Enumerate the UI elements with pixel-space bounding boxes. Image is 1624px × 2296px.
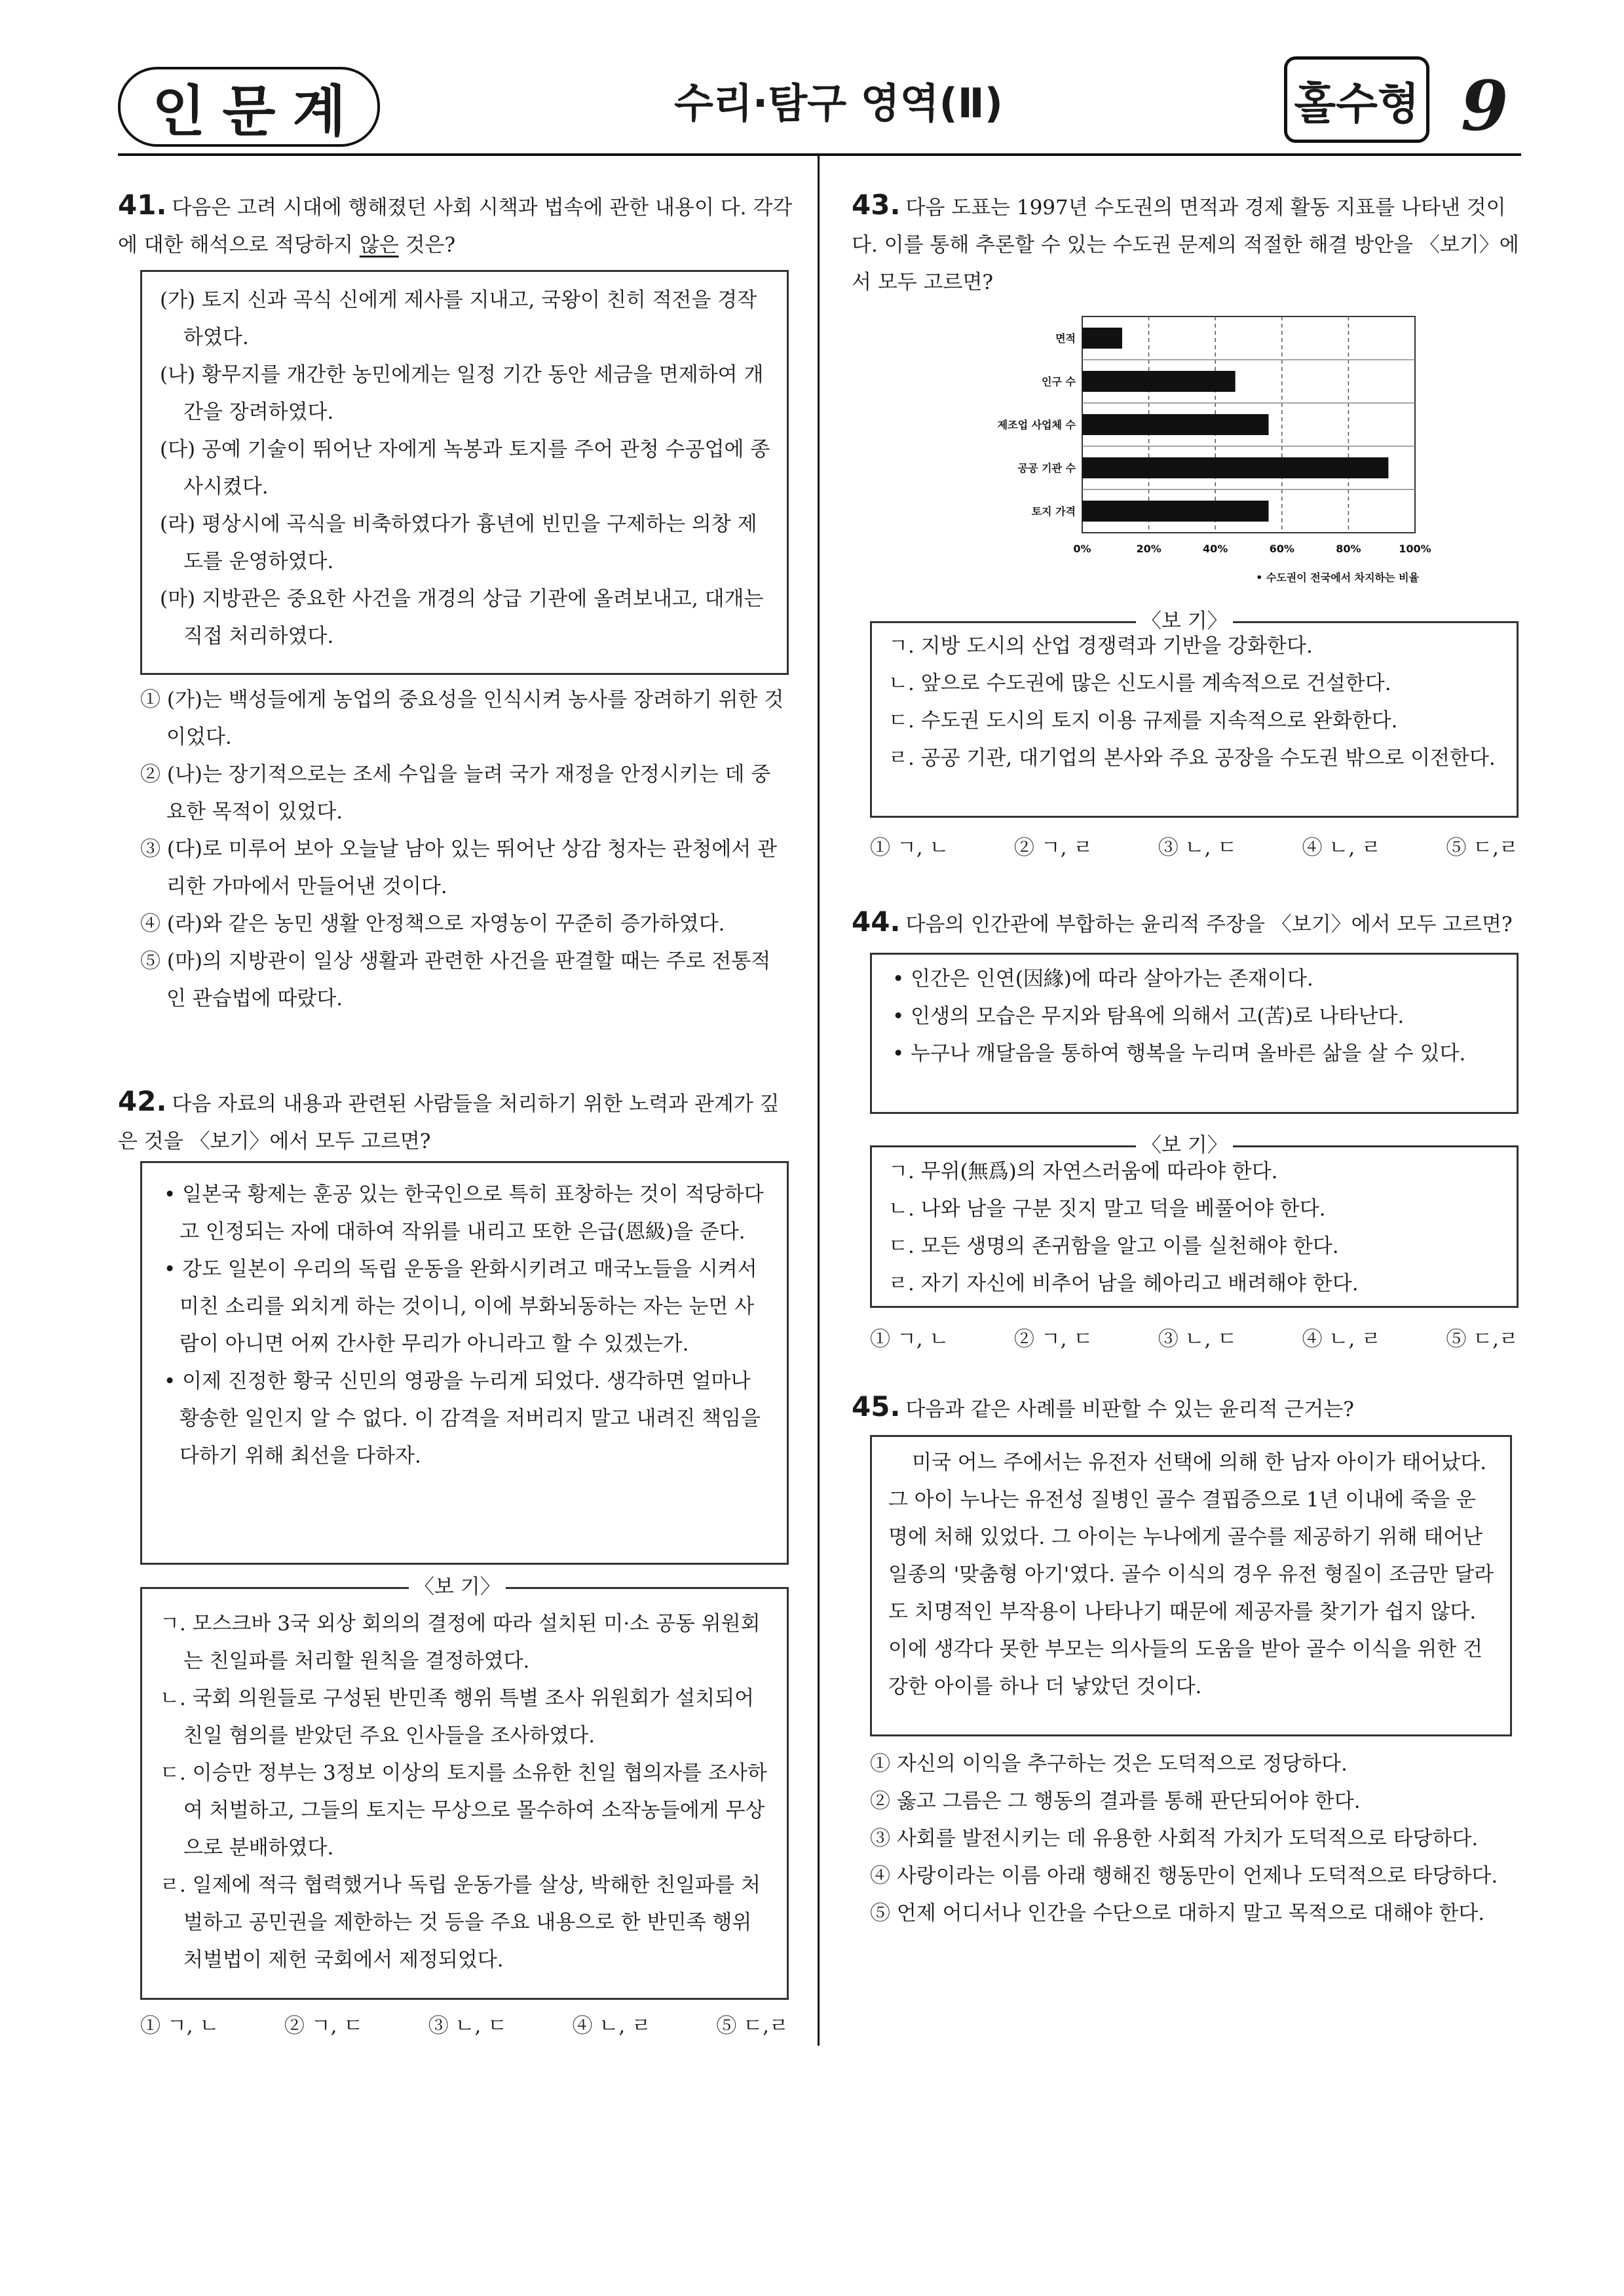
exam-type-badge: 홀수형 <box>1284 56 1429 143</box>
chart-category-label: 면적 <box>1055 332 1076 345</box>
bogi-item: ㄹ. 자기 자신에 비추어 남을 헤아리고 배려해야 한다. <box>888 1272 1359 1295</box>
question-44-source-list <box>892 961 1505 1073</box>
bogi-item: ㄴ. 국회 의원들로 구성된 반민족 행위 특별 조사 위원회가 설치되어 친일 혐의를 받았던 주요 인사들을 조사하였다. <box>160 1687 755 1748</box>
chart-category-label: 인구 수 <box>1042 375 1076 388</box>
chart-bar <box>1082 371 1236 392</box>
answer-option-3[interactable]: ③ ㄴ, ㄷ <box>428 2014 508 2038</box>
answer-option-4[interactable]: ④ 사랑이라는 이름 아래 행해진 행동만이 언제나 도덕적으로 타당하다. <box>870 1864 1498 1888</box>
question-number: 41. <box>118 189 167 221</box>
chart-x-tick-label: 80% <box>1336 543 1361 555</box>
bogi-item: ㄱ. 무위(無爲)의 자연스러움에 따라야 한다. <box>888 1160 1278 1183</box>
source-item: (나) 황무지를 개간한 농민에게는 일정 기간 동안 세금을 면제하여 개간을 장려하였다. <box>160 363 764 424</box>
bogi-item: ㄷ. 모든 생명의 존귀함을 알고 이를 실천해야 한다. <box>888 1234 1339 1258</box>
answer-option-3[interactable]: ③ 사회를 발전시키는 데 유용한 사회적 가치가 도덕적으로 타당하다. <box>870 1827 1479 1850</box>
bogi-item: ㄴ. 앞으로 수도권에 많은 신도시를 계속적으로 건설한다. <box>888 672 1391 695</box>
bogi-item: ㄴ. 나와 남을 구분 짓지 말고 덕을 베풀어야 한다. <box>888 1197 1326 1221</box>
answer-option-2[interactable]: ② ㄱ, ㄹ <box>1013 836 1093 860</box>
answer-option-2[interactable]: ② (나)는 장기적으로는 조세 수입을 늘려 국가 재정을 안정시키는 데 중요한 목적이 있었다. <box>140 763 771 824</box>
answer-option-4[interactable]: ④ (라)와 같은 농민 생활 안정책으로 자영농이 꾸준히 증가하였다. <box>140 912 725 936</box>
question-number: 44. <box>852 906 901 938</box>
answer-option-1[interactable]: ① ㄱ, ㄴ <box>870 1328 949 1351</box>
answer-option-3[interactable]: ③ (다)로 미루어 보아 오늘날 남아 있는 뛰어난 상감 청자는 관청에서 관리한 가마에서 만들어낸 것이다. <box>140 837 778 898</box>
bogi-item: ㄹ. 일제에 적극 협력했거나 독립 운동가를 살상, 박해한 친일파를 처벌하고 공민권을 제한하는 것 등을 주요 내용으로 한 반민족 행위 처벌법이 제헌 국회에서 제정되었다. <box>160 1873 761 1972</box>
bogi-item: ㄷ. 수도권 도시의 토지 이용 규제를 지속적으로 완화한다. <box>888 709 1398 733</box>
chart-bar <box>1082 457 1388 478</box>
source-item: (다) 공예 기술이 뛰어난 자에게 녹봉과 토지를 주어 관청 수공업에 종사시켰다. <box>160 438 770 499</box>
question-number: 45. <box>852 1390 901 1423</box>
question-44-stem: 44. 다음의 인간관에 부합하는 윤리적 주장을 〈보기〉에서 모두 고르면? <box>852 906 1513 938</box>
chart-bar <box>1082 501 1268 522</box>
chart-x-tick-label: 0% <box>1073 543 1091 555</box>
bar-chart <box>871 311 1461 600</box>
answer-option-5[interactable]: ⑤ 언제 어디서나 인간을 수단으로 대하지 말고 목적으로 대해야 한다. <box>870 1902 1485 1925</box>
source-item: (가) 토지 신과 곡식 신에게 제사를 지내고, 국왕이 친히 적전을 경작하였다. <box>160 288 757 349</box>
answer-option-4[interactable]: ④ ㄴ, ㄹ <box>1302 836 1381 860</box>
answer-option-5[interactable]: ⑤ ㄷ,ㄹ <box>1446 1328 1519 1351</box>
question-42-bogi-list <box>160 1605 772 1979</box>
source-item: • 일본국 황제는 훈공 있는 한국인으로 특히 표창하는 것이 적당하다고 인정되는 자에 대하여 작위를 내리고 또한 은급(恩級)을 준다. <box>164 1183 764 1244</box>
bogi-label: 〈보 기〉 <box>1136 1132 1233 1158</box>
question-44-bogi-list <box>888 1153 1504 1303</box>
section-title: 수리·탐구 영역(Ⅱ) <box>673 79 1003 127</box>
question-number: 43. <box>852 189 901 221</box>
answer-option-1[interactable]: ① 자신의 이익을 추구하는 것은 도덕적으로 정당하다. <box>870 1752 1348 1776</box>
answer-option-2[interactable]: ② ㄱ, ㄷ <box>1013 1328 1093 1351</box>
source-item: • 인간은 인연(因緣)에 따라 살아가는 존재이다. <box>892 967 1313 991</box>
chart-bar <box>1082 414 1268 435</box>
bogi-item: ㄷ. 이승만 정부는 3정보 이상의 토지를 소유한 친일 협의자를 조사하여 처벌하고, 그들의 토지는 무상으로 몰수하여 소작농들에게 무상으로 분배하였다. <box>160 1761 767 1860</box>
question-41-stem: 41. 다음은 고려 시대에 행해졌던 사회 시책과 법속에 관한 내용이 다. 각각에 대한 해석으로 적당하지 않은 것은? <box>118 189 793 257</box>
bogi-item: ㄹ. 공공 기관, 대기업의 본사와 주요 공장을 수도권 밖으로 이전한다. <box>888 746 1496 770</box>
chart-caption: • 수도권이 전국에서 차지하는 비율 <box>1256 571 1419 584</box>
question-45-passage: 미국 어느 주에서는 유전자 선택에 의해 한 남자 아이가 태어났다. 그 아이 누나는 유전성 질병인 골수 결핍증으로 1년 이내에 죽을 운명에 처해 있었다. 그 아이는 누나에게 골수를 제공하기 위해 태어난 일종의 '맞춤형 아기'였다. 골수 이식의 경우 유전 형질이 조금만 달라도 치명적인 부작용이 나타나기 때문에 제공자를 찾기가 쉽지 않다. 이에 생각다 못한 부모는 의사들의 도움을 받아 골수 이식을 위한 건강한 아이를 하나 더 낳았던 것이다. <box>888 1451 1494 1698</box>
question-42-stem: 42. 다음 자료의 내용과 관련된 사람들을 처리하기 위한 노력과 관계가 깊은 것을 〈보기〉에서 모두 고르면? <box>118 1085 780 1153</box>
bogi-item: ㄱ. 모스크바 3국 외상 회의의 결정에 따라 설치된 미·소 공동 위원회는 친일파를 처리할 원칙을 결정하였다. <box>160 1612 761 1673</box>
bogi-item: ㄱ. 지방 도시의 산업 경쟁력과 기반을 강화한다. <box>888 634 1313 658</box>
answer-option-3[interactable]: ③ ㄴ, ㄷ <box>1158 1328 1237 1351</box>
header-divider <box>118 153 1521 156</box>
chart-category-label: 토지 가격 <box>1031 505 1076 518</box>
question-44-options <box>870 1322 1519 1352</box>
answer-option-5[interactable]: ⑤ ㄷ,ㄹ <box>716 2014 789 2038</box>
source-item: • 이제 진정한 황국 신민의 영광을 누리게 되었다. 생각하면 얼마나 황송한 일인지 알 수 없다. 이 감격을 저버리지 말고 내려진 책임을 다하기 위해 최선을 다하자. <box>164 1369 761 1468</box>
question-42-options <box>140 2009 789 2038</box>
question-45-options <box>870 1746 1519 1932</box>
source-item: (라) 평상시에 곡식을 비축하였다가 흉년에 빈민을 구제하는 의창 제도를 운영하였다. <box>160 512 757 573</box>
source-item: (마) 지방관은 중요한 사건을 개경의 상급 기관에 올려보내고, 대개는 직접 처리하였다. <box>160 587 764 648</box>
answer-option-1[interactable]: ① ㄱ, ㄴ <box>140 2014 219 2038</box>
question-42-source-list <box>164 1176 773 1475</box>
subject-group-label: 인문계 <box>118 67 380 147</box>
page-number: 9 <box>1461 66 1509 146</box>
question-43-stem: 43. 다음 도표는 1997년 수도권의 면적과 경제 활동 지표를 나타낸 것이다. 이를 통해 추론할 수 있는 수도권 문제의 적절한 해결 방안을 〈보기〉에서 모두 고르면? <box>852 189 1519 294</box>
answer-option-5[interactable]: ⑤ ㄷ,ㄹ <box>1446 836 1519 860</box>
source-item: • 인생의 모습은 무지와 탐욕에 의해서 고(苦)로 나타난다. <box>892 1004 1405 1028</box>
answer-option-4[interactable]: ④ ㄴ, ㄹ <box>572 2014 651 2038</box>
source-item: • 강도 일본이 우리의 독립 운동을 완화시키려고 매국노들을 시켜서 미친 소리를 외치게 하는 것이니, 이에 부화뇌동하는 자는 눈먼 사람이 아니면 어찌 간사한 무리가 아니라고 할 수 있겠는가. <box>164 1257 757 1356</box>
answer-option-5[interactable]: ⑤ (마)의 지방관이 일상 생활과 관련한 사건을 판결할 때는 주로 전통적인 관습법에 따랐다. <box>140 949 771 1010</box>
chart-category-label: 공공 기관 수 <box>1017 462 1076 474</box>
chart-x-tick-label: 20% <box>1136 543 1161 555</box>
answer-option-3[interactable]: ③ ㄴ, ㄷ <box>1158 836 1237 860</box>
chart-x-tick-label: 60% <box>1269 543 1294 555</box>
source-item: • 누구나 깨달음을 통하여 행복을 누리며 올바른 삶을 살 수 있다. <box>892 1042 1466 1065</box>
question-43-options <box>870 831 1519 860</box>
question-number: 42. <box>118 1085 167 1117</box>
answer-option-1[interactable]: ① (가)는 백성들에게 농업의 중요성을 인식시켜 농사를 장려하기 위한 것이었다. <box>140 688 784 749</box>
bogi-label: 〈보 기〉 <box>1136 608 1233 634</box>
emphasis-underline: 않은 <box>359 233 399 257</box>
chart-x-tick-label: 100% <box>1399 543 1431 555</box>
chart-bar <box>1082 328 1122 349</box>
answer-option-4[interactable]: ④ ㄴ, ㄹ <box>1302 1328 1381 1351</box>
question-41-options <box>140 681 789 1018</box>
answer-option-2[interactable]: ② ㄱ, ㄷ <box>284 2014 364 2038</box>
answer-option-1[interactable]: ① ㄱ, ㄴ <box>870 836 949 860</box>
chart-x-tick-label: 40% <box>1203 543 1228 555</box>
question-43-bogi-list <box>888 628 1504 777</box>
bogi-label: 〈보 기〉 <box>409 1574 506 1600</box>
question-45-stem: 45. 다음과 같은 사례를 비판할 수 있는 윤리적 근거는? <box>852 1390 1354 1423</box>
chart-category-label: 제조업 사업체 수 <box>997 419 1076 431</box>
answer-option-2[interactable]: ② 옳고 그름은 그 행동의 결과를 통해 판단되어야 한다. <box>870 1789 1361 1813</box>
column-divider <box>818 156 820 2046</box>
question-41-source-list <box>160 282 772 655</box>
